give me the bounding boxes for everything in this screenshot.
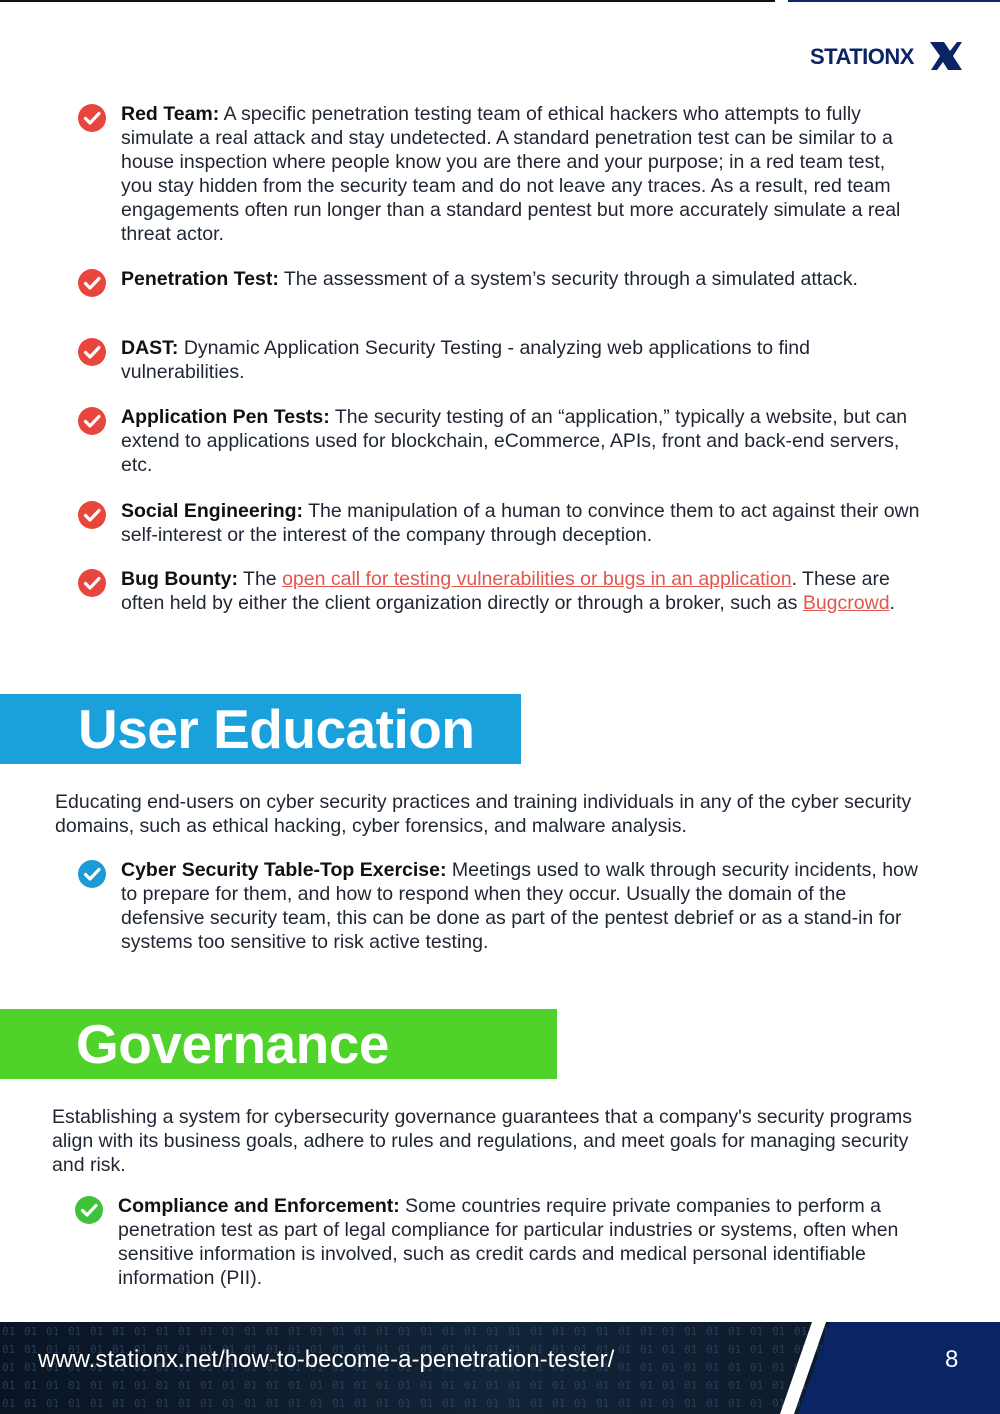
item-term: Cyber Security Table-Top Exercise: (121, 859, 447, 881)
item-term: Penetration Test: (121, 268, 279, 290)
item-text (121, 267, 921, 297)
item-desc: Dynamic Application Security Testing - analyzing web applications to find vulnerabilities. (121, 337, 810, 383)
top-rule (0, 0, 775, 2)
section-title: Governance (76, 1013, 389, 1075)
check-circle-icon (78, 104, 106, 132)
item-text (121, 499, 921, 547)
item-desc: A specific penetration testing team of ethical hackers who attempts to fully simulate a real attack and stay undetected. A standard penetration test can be similar to a house inspection where people know you are there and your purpose; in a red team test, you stay hidden from the security team and do not leave any traces. As a result, red team engagements often run longer than a standard pentest but more accurately simulate a real threat actor. (121, 103, 901, 245)
page-footer (0, 1322, 1000, 1414)
item-text (121, 102, 921, 246)
item-term: Application Pen Tests: (121, 406, 330, 428)
list-item-penetration-test (78, 267, 938, 297)
logo-text: STATIONX (810, 44, 914, 69)
item-text (121, 336, 921, 384)
item-term: Compliance and Enforcement: (118, 1195, 400, 1217)
user-education-intro: Educating end-users on cyber security practices and training individuals in any of the cyber security domains, such as ethical hacking, cyber forensics, and malware analysis. (55, 791, 912, 837)
section-banner-governance (0, 1009, 557, 1079)
check-circle-icon (78, 860, 106, 888)
bug-bounty-link[interactable]: open call for testing vulnerabilities or bugs in an application (282, 568, 792, 590)
section-banner-user-education (0, 694, 521, 764)
item-term: Red Team: (121, 103, 220, 125)
check-circle-icon (78, 269, 106, 297)
check-circle-icon (78, 407, 106, 435)
item-desc: Some countries require private companies to perform a penetration test as part of legal compliance for particular industries or systems, often when sensitive information is involved, such as credit cards and medical personal identifiable information (PII). (118, 1195, 899, 1289)
item-desc-after: . (889, 592, 895, 614)
item-term: DAST: (121, 337, 179, 359)
governance-intro: Establishing a system for cybersecurity governance guarantees that a company's security programs align with its business goals, adhere to rules and regulations, and meet goals for managing security and risk. (52, 1106, 912, 1176)
item-desc: Meetings used to walk through security incidents, how to prepare for them, and how to respond when they occur. Usually the domain of the defensive security team, this can be done as part of the pentest debrief or as a stand-in for systems too sensitive to risk active testing. (121, 859, 918, 953)
item-text (121, 567, 921, 615)
check-circle-icon (75, 1196, 103, 1224)
list-item-dast (78, 336, 938, 384)
check-circle-icon (78, 338, 106, 366)
item-desc: The assessment of a system’s security through a simulated attack. (278, 268, 858, 290)
list-item-compliance (75, 1194, 935, 1290)
item-desc-before: The (237, 568, 283, 590)
bugcrowd-link[interactable]: Bugcrowd (802, 592, 890, 614)
item-desc: The security testing of an “application,” typically a website, but can extend to applications used for blockchain, eCommerce, APIs, front and back-end servers, etc. (121, 406, 908, 476)
list-item-bug-bounty (78, 567, 938, 615)
stationx-logo (810, 40, 962, 72)
item-text (121, 858, 921, 954)
check-circle-icon (78, 569, 106, 597)
item-term: Social Engineering: (121, 500, 304, 522)
item-desc-middle: . These are often held by either the client organization directly or through a broker, such as (121, 568, 890, 614)
item-text (118, 1194, 918, 1290)
logo-x-mark (930, 42, 962, 70)
list-item-red-team (78, 102, 938, 246)
list-item-table-top-exercise (78, 858, 938, 954)
item-term: Bug Bounty: (121, 568, 238, 590)
page-number: 8 (945, 1346, 959, 1373)
list-item-application-pen-tests (78, 405, 938, 477)
list-item-social-engineering (78, 499, 938, 547)
section-title: User Education (78, 698, 475, 760)
item-desc: The manipulation of a human to convince them to act against their own self-interest or the interest of the company through deception. (121, 500, 920, 546)
footer-url[interactable]: www.stationx.net/how-to-become-a-penetration-tester/ (38, 1346, 615, 1373)
item-text (121, 405, 921, 477)
top-rule-accent (788, 0, 1000, 2)
check-circle-icon (78, 501, 106, 529)
